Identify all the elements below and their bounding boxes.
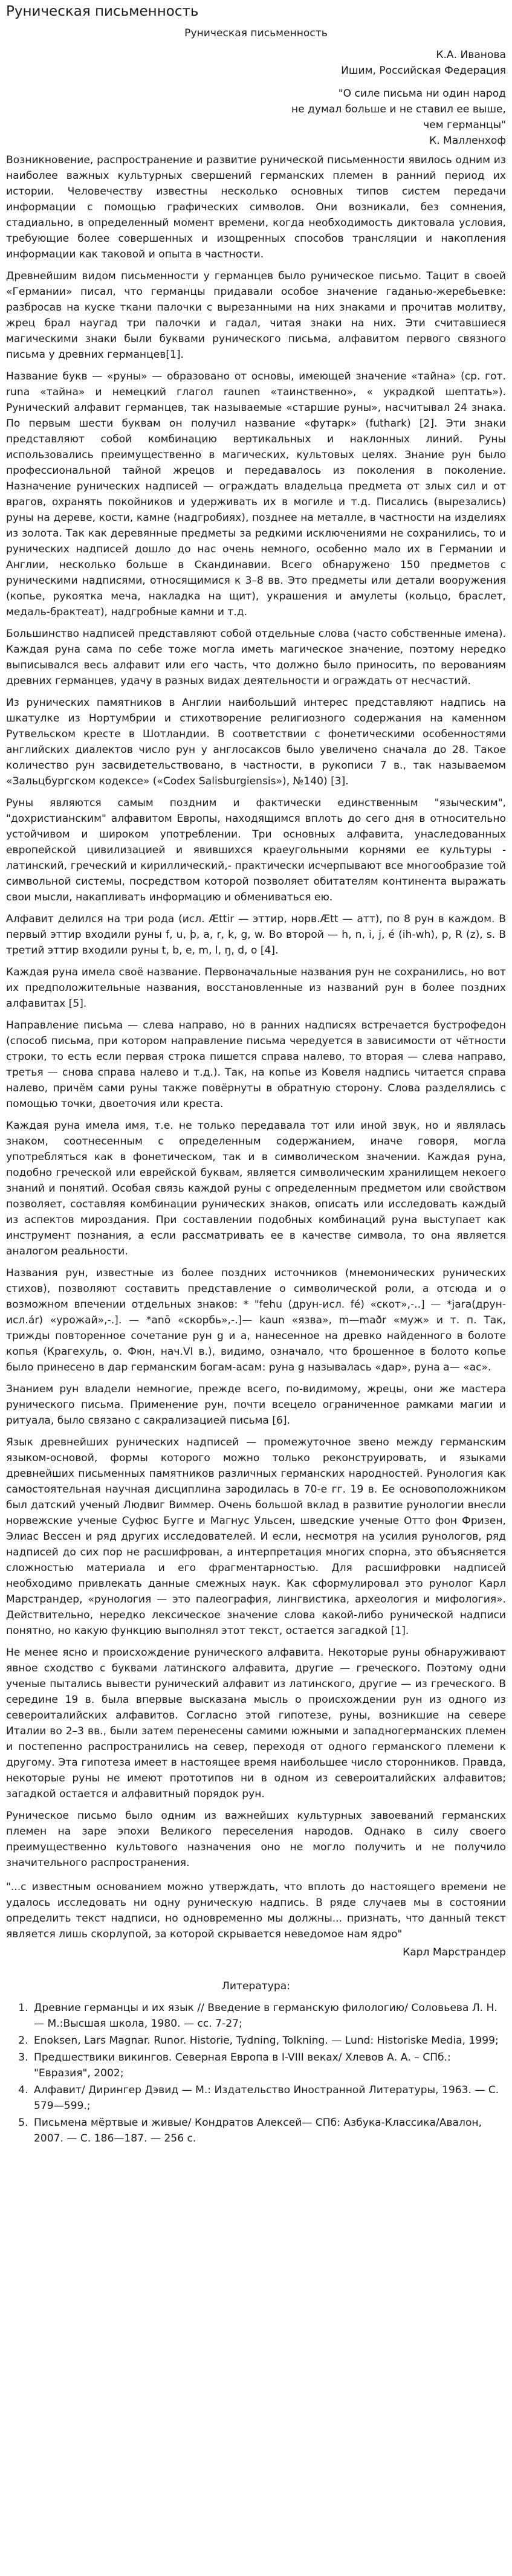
body-paragraph: Каждая руна имела имя, т.е. не только передавала тот или иной звук, но и являлась знаком, соотнесенным с определенным содержанием, иначе говоря, могла употребляться как в фонетическом, так и в символическом значении. Каждая руна, подобно греческой или еврейской буквам, является символическим хранилищем некоего знаний и понятий. Особая связь каждой руны с определенным предметом или свойством позволяет, составляя комбинации рунических знаков, описать или исследовать каждый из аспектов мироздания. При составлении подобных комбинаций руна выступает как инструмент познания, а если рассматривать ее в качестве символа, то она является аналогом реальности. [6, 1120, 506, 1257]
body-paragraph: Не менее ясно и происхождение рунического алфавита. Некоторые руны обнаруживают явное сходство с буквами латинского алфавита, другие — греческого. Поэтому одни ученые пытались вывести рунический алфавит из латинского, другие — из греческого. В середине 19 в. была впервые высказана мысль о происхождении рун из одного из североиталийских алфавитов. Согласно этой гипотезе, руны, возникшие на севере Италии во 2–3 вв., были затем перенесены самими южными и западногерманских племен и постепенно распространились на север, переходя от одного германского племени к другому. Эта гипотеза имеет в настоящее время наибольшее число сторонников. Правда, некоторые руны не имеют прототипов ни в одном из североиталийских алфавитов; загадкой остается и алфавитный порядок рун. [6, 1647, 506, 1800]
body-paragraph: Большинство надписей представляют собой отдельные слова (часто собственные имена). Каждая руна сама по себе тоже могла иметь магическое значение, поэтому нередко выписывался весь алфавит или его часть, что должно было приносить, по верованиям древних германцев, удачу в разных видах деятельности и ограждать от несчастий. [6, 628, 506, 687]
body-paragraph: Возникновение, распространение и развитие рунической письменности явилось одним из наиболее важных культурных свершений германских племен в ранний период их истории. Человечеству известны несколько основных типов систем передачи информации с помощью графических символов. Они возникали, без сомнения, стадиально, в определенный момент времени, когда необходимость диктовала условия, требующие более совершенных и изощренных способов трансляции и накопления информации как таковой и опыта в частности. [6, 154, 506, 260]
body-paragraph: Язык древнейших рунических надписей — промежуточное звено между германским языком-основой, формы которого можно только реконструировать, и языками древнейших письменных памятников различных германских народностей. Рунология как самостоятельная научная дисциплина зародилась в 70-е гг. 19 в. Ее основоположником был датский ученый Людвиг Виммер. Очень большой вклад в развитие рунологии внесли норвежские ученые Суфюс Бугге и Магнус Ульсен, шведские ученые Отто фон Фризен, Элиас Вессен и ряд других исследователей. И если, несмотря на усилия рунологов, ряд надписей до сих пор не расшифрован, а интерпретация многих спорна, это объясняется сложностью материала и его фрагментарностью. Для расшифровки надписей необходимо привлекать данные смежных наук. Как сформулировал это рунолог Карл Марстрандер, «рунология — это палеография, лингвистика, археология и мифология». Действительно, нередко лексическое значение слова какой-либо рунической надписи понятно, но какую функцию выполнял этот текст, остается загадкой [1]. [6, 1436, 506, 1637]
closing-quote: "...с известным основанием можно утверждать, что вплоть до настоящего времени не удалось исследовать ни одну руническую надпись. В ряде случаев мы в состоянии определить текст надписи, но одновременно мы должны... признать, что данный текст является лишь скорлупой, за которой скрывается неведомое нам ядро" [6, 1881, 506, 1940]
literature-item: 2. Enoksen, Lars Magnar. Runor. Historie, Tydning, Tolkning. — Lund: Historiske Media, 1999; [31, 2033, 506, 2048]
body-paragraph: Руническое письмо было одним из важнейших культурных завоеваний германских племен на заре эпохи Великого переселения народов. Однако в силу своего преимущественно культового назначения оно не могло получить и не получило значительного распространения. [6, 1810, 506, 1869]
body-paragraph: Названия рун, известные из более поздних источников (мнемонических рунических стихов), позволяют составить представление о символической роли, а отсюда и о возможном впечении отдельных знаков: * "fehu (друн-исл. fé) «скот»,-..] — *jara(друн-исл.ár) «урожай»,-.]. — *anō «скорбь»,-.]— kaun «язва», m—maðr «муж» и т. п. Так, трижды повторенное сочетание рун g и a, нанесенное на древко найденного в болоте копья (Крагехуль, о. Фюн, нач.VI в.), видимо, означало, что брошенное в болото копье было принесено в дар германским богам-асам: руна g называлась «дар», руна a— «ас». [6, 1267, 506, 1374]
literature-item: 3. Предшествики викингов. Северная Европа в I-VIII веках/ Хлевов А. А. – СПб.: "Евразия", 2002; [31, 2050, 506, 2081]
article-location: Ишим, Российская Федерация [341, 65, 506, 77]
literature-list [6, 2000, 506, 2146]
article [0, 2, 512, 2172]
article-author: К.А. Иванова [436, 49, 506, 61]
literature-item: 1. Древние германцы и их язык // Введение в германскую филологию/ Соловьева Л. Н. — М.:Высшая школа, 1980. — сс. 7-27; [31, 2000, 506, 2032]
body-paragraph: Название букв — «руны» — образовано от основы, имеющей значение «тайна» (ср. гот. runa «тайна» и немецкий глагол raunen «таинственно», « украдкой шептать»). Рунический алфавит германцев, так называемые «старшие руны», насчитывал 24 знака. По первым шести буквам он получил название «футарк» (futhark) [2]. Эти знаки представляют собой комбинацию вертикальных и наклонных линий. Руны использовались преимущественно в магических, культовых целях. Знание рун было профессиональной тайной жрецов и передавалось из поколения в поколение. Назначение рунических надписей — ограждать владельца предмета от злых сил и от врагов, охранять покойников и удерживать их в могиле и т.д. Писались (вырезались) руны на дереве, кости, камне (надгробиях), позднее на металле, в частности на изделиях из золота. Так как деревянные предметы за редкими исключениями не сохранились, то и рунических надписей дошло до нас очень немного, особенно мало их в Германии и Англии, несколько больше в Скандинавии. Всего обнаружено 150 предметов с руническими надписями, относящимися к 3–8 вв. Это предметы или детали вооружения (копье, рукоятка меча, накладка на щит), украшения и амулеты (кольцо, браслет, медаль-брактеат), надгробные камни и т.д. [6, 370, 506, 618]
body-paragraph: Алфавит делился на три рода (исл. Ættir — эттир, норв.Ætt — атт), по 8 рун в каждом. В первый эттир входили руны f, u, þ, a, r, k, g, w. Во второй — h, n, i, j, é (ih-wh), p, R (z), s. В третий эттир входили руны t, b, e, m, l, ŋ, d, o [4]. [6, 913, 506, 957]
epigraph-line: не думал больше и не ставил ее выше, [291, 103, 506, 115]
body-paragraph: Из рунических памятников в Англии наибольший интерес представляют надпись на шкатулке из Нортумбрии и стихотворение религиозного содержания на каменном Рутвельском кресте в Шотландии. В соответствии с фонетическими особенностями английских диалектов число рун у англосаксов было увеличено сначала до 28. Такое количество рун засвидетельствовано, в частности, в рукописи 7 в., так называемом «Зальцбургском кодексе» («Codex Salisburgiensis»), №140) [3]. [6, 697, 506, 787]
epigraph-line: "О силе письма ни один народ [338, 88, 506, 100]
page-title: Руническая письменность [6, 4, 199, 19]
article-body [6, 152, 506, 1871]
literature-heading: Литература: [222, 1980, 290, 1992]
closing-quote-author: Карл Марстрандер [403, 1946, 506, 1958]
epigraph-author: К. Малленхоф [429, 135, 506, 147]
body-paragraph: Направление письма — слева направо, но в ранних надписях встречается бустрофедон (способ письма, при котором направление письма чередуется в зависимости от чётности строки, то есть если первая строка пишется справа налево, то вторая — слева направо, третья — снова справа налево и т.д.). Так, на копье из Ковеля надпись читается справа налево, причём сами руны также повёрнуты в обратную сторону. Слова разделялись с помощью точки, двоеточия или креста. [6, 1019, 506, 1110]
literature-item: 5. Письмена мёртвые и живые/ Кондратов Алексей— СПб: Азбука-Классика/Авалон, 2007. — С. 186—187. — 256 с. [31, 2115, 506, 2146]
spacer [6, 41, 506, 47]
epigraph [6, 86, 506, 149]
article-subtitle: Руническая письменность [184, 27, 328, 39]
body-paragraph: Древнейшим видом письменности у германцев было руническое письмо. Тацит в своей «Германии» писал, что германцы придавали особое значение гаданью-жеребьевке: разбросав на куске ткани палочки с вырезанными на них знаками и прочитав молитву, жрец брал наугад три палочки и гадал, читая знаки на них. Эти считавшиеся магическими знаки были буквами рунического письма, алфавитом первого связного письма у древних германцев[1]. [6, 270, 506, 361]
epigraph-line: чем германцы" [423, 119, 506, 131]
body-paragraph: Каждая руна имела своё название. Первоначальные названия рун не сохранились, но вот их предположительные названия, восстановленные из названий рун в более поздних алфавитах [5]. [6, 966, 506, 1010]
body-paragraph: Руны являются самым поздним и фактически единственным "языческим", "дохристианским" алфавитом Европы, находящимся вплоть до сего дня в относительно устойчивом и широком употреблении. Три основных алфавита, унаследованных европейской цивилизацией и явившихся краеугольными корнями ее культуры - латинский, греческий и кириллический,- практически исчерпывают все многообразие той символьной системы, посредством которой позволяет обитателям континента выражать свои мысли, накапливать информацию и обмениваться ею. [6, 797, 506, 903]
literature-item: 4. Алфавит/ Дирингер Дэвид — М.: Издательство Иностранной Литературы, 1963. — С. 579—599.; [31, 2082, 506, 2114]
body-paragraph: Знанием рун владели немногие, прежде всего, по-видимому, жрецы, они же мастера рунического письма. Применение рун, почти всецело ограниченное рамками магии и ритуала, было связано с сакрализацией письма [6]. [6, 1383, 506, 1427]
